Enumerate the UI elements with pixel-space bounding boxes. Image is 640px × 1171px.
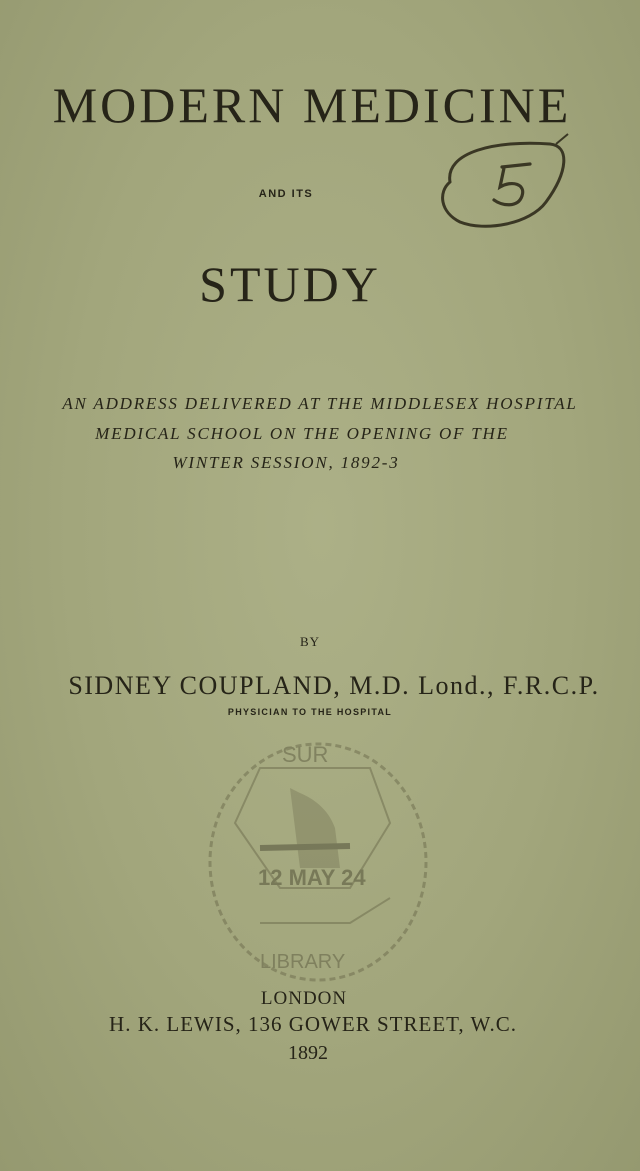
title-line-1: MODERN MEDICINE bbox=[52, 77, 572, 133]
by-label: BY bbox=[299, 634, 321, 649]
imprint-publisher: H. K. LEWIS, 136 GOWER STREET, W.C. bbox=[109, 1012, 517, 1036]
subtitle-line-1: AN ADDRESS DELIVERED AT THE MIDDLESEX HOSPITAL bbox=[62, 394, 578, 413]
imprint-year: 1892 bbox=[288, 1042, 328, 1064]
title-connector: AND ITS bbox=[258, 188, 314, 200]
author-role: PHYSICIAN TO THE HOSPITAL bbox=[227, 707, 393, 717]
stamp-bottom-text: LIBRARY bbox=[260, 951, 346, 973]
handwritten-five-mark bbox=[420, 132, 580, 242]
stamp-top-text: SUR bbox=[282, 742, 329, 767]
subtitle-line-2: MEDICAL SCHOOL ON THE OPENING OF THE bbox=[95, 424, 509, 443]
imprint-city: LONDON bbox=[260, 988, 348, 1009]
author-name: SIDNEY COUPLAND, M.D. Lond., F.R.C.P. bbox=[68, 671, 600, 700]
title-line-2: STUDY bbox=[199, 256, 381, 312]
stamp-date: 12 MAY 24 bbox=[258, 865, 366, 890]
library-stamp bbox=[200, 728, 440, 993]
subtitle-line-3: WINTER SESSION, 1892-3 bbox=[172, 453, 400, 472]
